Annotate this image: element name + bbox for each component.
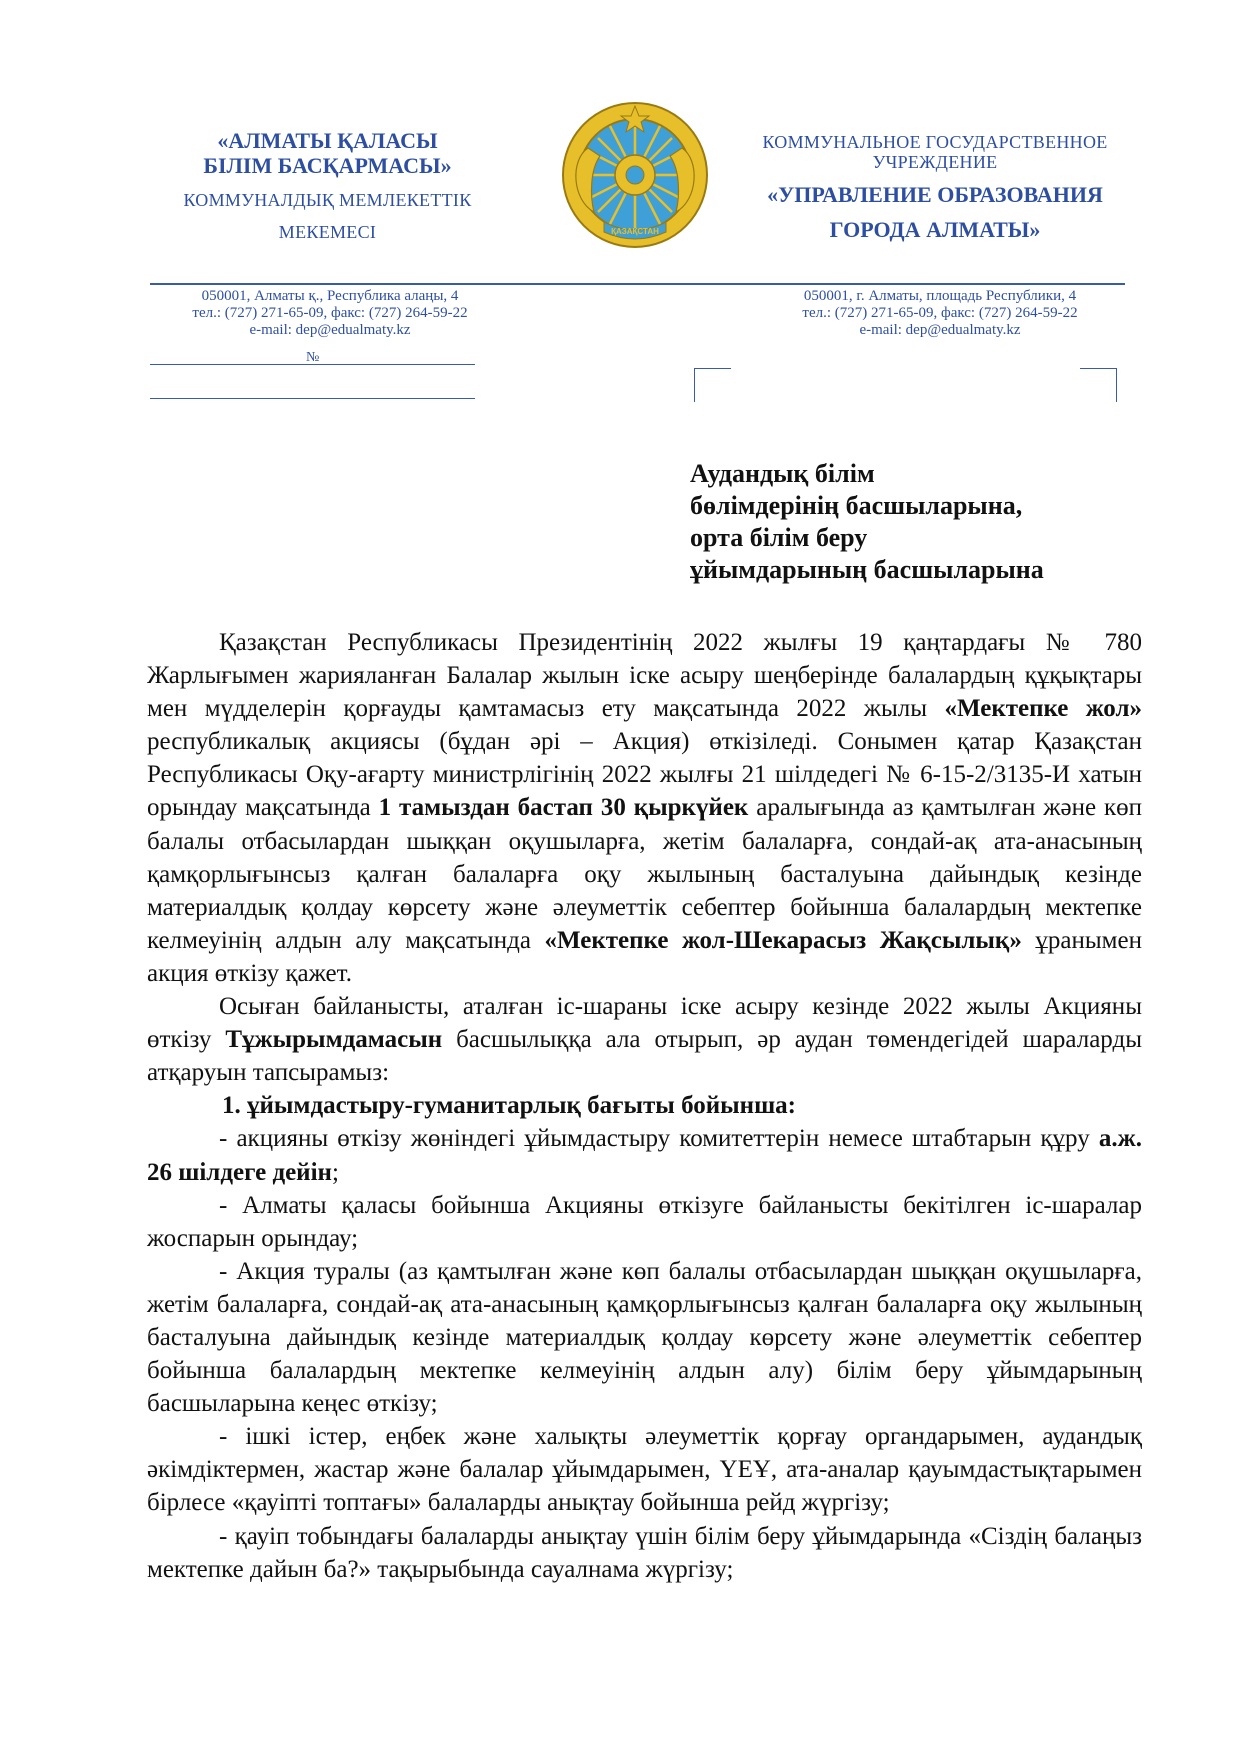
- text-run: ұранымен акция өткізу қажет.: [147, 926, 1142, 987]
- addressee-line: бөлімдерінің басшыларына,: [690, 491, 1023, 520]
- list-item: [147, 1122, 1142, 1188]
- addressee-line: орта білім беру: [690, 523, 868, 552]
- text-run: Осыған байланысты, аталған іс-шараны іске асыру кезінде 2022 жылы Акцияны өткізу: [147, 993, 1142, 1054]
- bold-run: «Мектепке жол»: [944, 695, 1142, 723]
- list-item: - ішкі істер, еңбек және халықты әлеуметтік қорғау органдарымен, аудандық әкімдіктермен, жастар және балалар ұйымдарымен, ҮЕҰ, ата-аналар қауымдастықтарымен бірлесе «қауіпті топтағы» балаларды анықтау бойынша рейд жүргізу;: [147, 1423, 1142, 1517]
- recipient-corner-left: [694, 368, 731, 402]
- address-kz-line2: тел.: (727) 271-65-09, факс: (727) 264-59-22: [192, 305, 468, 321]
- address-ru: [760, 288, 1120, 339]
- bold-run: 1 тамыздан бастап 30 қыркүйек: [378, 794, 749, 822]
- org-type-ru-line2: УЧРЕЖДЕНИЕ: [872, 152, 998, 172]
- emblem-text: ҚАЗАҚСТАН: [611, 227, 659, 236]
- list-item: - Акция туралы (аз қамтылған және көп балалы отбасылардан шыққан оқушыларға, жетім балаларға, сондай-ақ ата-анасының қамқорлығынсыз қалған балаларға оқу жылының басталуына дайындық кезінде материалдық қолдау көрсету және әлеуметтік себептер бойынша балалардың мектепке келмеуінің алдын алу) білім беру ұйымдарының басшыларына кеңес өткізу;: [147, 1257, 1142, 1418]
- org-name-ru-line1: «УПРАВЛЕНИЕ ОБРАЗОВАНИЯ: [767, 182, 1103, 207]
- org-type-kz-line1: КОММУНАЛДЫҚ МЕМЛЕКЕТТІК: [183, 190, 472, 210]
- list-item: - Алматы қаласы бойынша Акцияны өткізуге байланысты бекітілген іс-шаралар жоспарын орындау;: [147, 1191, 1142, 1252]
- bold-run: «Мектепке жол-Шекарасыз Жақсылық»: [544, 926, 1022, 954]
- org-name-kz-line2: БІЛІМ БАСҚАРМАСЫ»: [203, 153, 452, 178]
- registration-line-2: [150, 398, 475, 399]
- address-ru-line2: тел.: (727) 271-65-09, факс: (727) 264-59-22: [802, 305, 1078, 321]
- text-run: ;: [331, 1158, 339, 1186]
- org-name-ru-line2: ГОРОДА АЛМАТЫ»: [829, 217, 1041, 242]
- text-run: республикалық акциясы (бұдан әрі – Акция) өткізіледі. Сонымен қатар Қазақстан Республикасы Оқу-ағарту министрлігінің 2022 жылғы 21 шілдедегі № 6-15-2/3135-И хатын орындау мақсатында: [147, 728, 1142, 822]
- kazakhstan-state-emblem-icon: [560, 100, 710, 250]
- paragraph-instructions: [147, 990, 1142, 1089]
- addressee-line: Аудандық білім: [690, 459, 875, 488]
- address-kz: [150, 288, 510, 339]
- address-ru-line1: 050001, г. Алматы, площадь Республики, 4: [803, 288, 1077, 304]
- org-name-kz-line1: «АЛМАТЫ ҚАЛАСЫ: [217, 128, 438, 153]
- org-type-kz-line2: МЕКЕМЕСІ: [278, 222, 377, 242]
- bold-run: Тұжырымдамасын: [225, 1026, 443, 1054]
- address-kz-line1: 050001, Алматы қ., Республика алаңы, 4: [201, 288, 459, 304]
- paragraph-intro: [147, 626, 1142, 990]
- registration-number-label: №: [306, 350, 320, 365]
- list-item: - қауіп тобындағы балаларды анықтау үшін білім беру ұйымдарында «Сіздің балаңыз мектепке дайын ба?» тақырыбында сауалнама жүргізу;: [147, 1522, 1142, 1583]
- text-run: - акцияны өткізу жөніндегі ұйымдастыру комитеттерін немесе штабтарын құру: [219, 1125, 1099, 1153]
- address-kz-line3: e-mail: dep@edualmaty.kz: [249, 322, 411, 338]
- letterhead-right: [745, 132, 1125, 242]
- text-run: аралығында аз қамтылған және көп балалы отбасылардан шыққан оқушыларға, жетім балаларға, сондай-ақ ата-анасының қамқорлығынсыз қалған балаларға оқу жылының басталуына дайындық кезінде материалдық қолдау көрсету және әлеуметтік себептер бойынша балалардың мектепке келмеуінің алдын алу мақсатында: [147, 794, 1143, 954]
- bold-run: а.ж. 26 шілдеге дейін: [147, 1125, 1142, 1186]
- text-run: басшылыққа ала отырып, әр аудан төмендегідей шараларды атқаруын тапсырамыз:: [147, 1026, 1142, 1087]
- letterhead-divider: [150, 283, 1125, 285]
- section-heading-text: 1. ұйымдастыру-гуманитарлық бағыты бойынша:: [222, 1092, 796, 1120]
- section-heading: [147, 1089, 1142, 1122]
- address-ru-line3: e-mail: dep@edualmaty.kz: [859, 322, 1021, 338]
- letterhead-left: [150, 128, 505, 242]
- addressee-line: ұйымдарының басшыларына: [690, 555, 1044, 584]
- org-type-ru-line1: КОММУНАЛЬНОЕ ГОСУДАРСТВЕННОЕ: [762, 132, 1108, 152]
- text-run: Қазақстан Республикасы Президентінің 2022 жылғы 19 қаңтардағы № 780 Жарлығымен жарияланған Балалар жылын іске асыру шеңберінде балалардың құқықтары мен мүдделерін қорғауды қамтамасыз ету мақсатында 2022 жылы: [147, 629, 1142, 723]
- recipient-corner-right: [1080, 368, 1117, 402]
- addressee-block: [690, 458, 1120, 586]
- letter-body: [147, 626, 1142, 1586]
